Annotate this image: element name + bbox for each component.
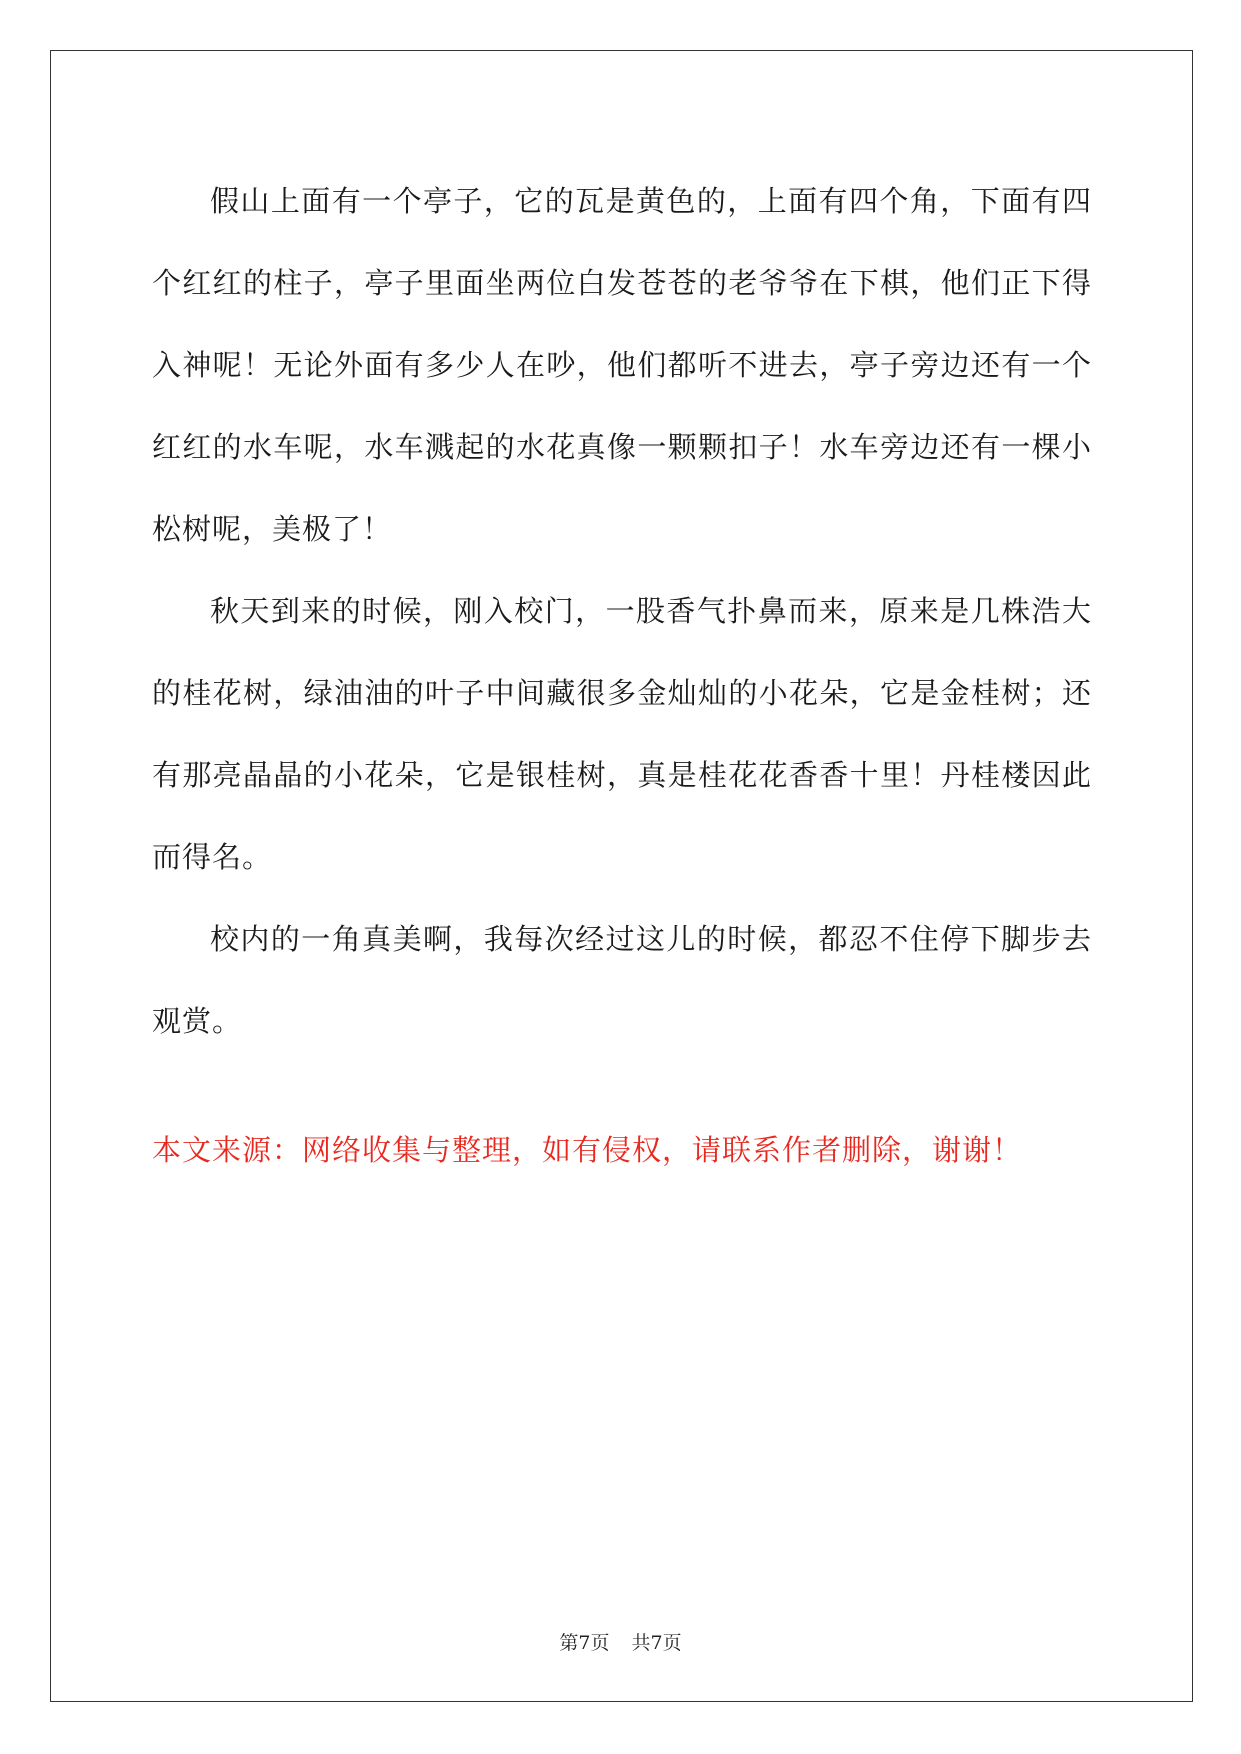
page-footer bbox=[0, 1628, 1241, 1655]
page-total: 共7页 bbox=[631, 1632, 682, 1654]
page-number: 第7页 bbox=[559, 1632, 610, 1654]
paragraph-1: 假山上面有一个亭子，它的瓦是黄色的，上面有四个角，下面有四个红红的柱子，亭子里面坐两位白发苍苍的老爷爷在下棋，他们正下得入神呢！无论外面有多少人在吵，他们都听不进去，亭子旁边还有一个红红的水车呢，水车溅起的水花真像一颗颗扣子！水车旁边还有一棵小松树呢，美极了！ bbox=[152, 184, 1092, 546]
source-note: 本文来源：网络收集与整理，如有侵权，请联系作者删除，谢谢！ bbox=[152, 1133, 1023, 1167]
paragraph-3: 校内的一角真美啊，我每次经过这儿的时候，都忍不住停下脚步去观赏。 bbox=[152, 922, 1092, 1038]
paragraph-2: 秋天到来的时候，刚入校门，一股香气扑鼻而来，原来是几株浩大的桂花树，绿油油的叶子中间藏很多金灿灿的小花朵，它是金桂树；还有那亮晶晶的小花朵，它是银桂树，真是桂花花香香十里！丹桂楼因此而得名。 bbox=[152, 594, 1092, 874]
document-body bbox=[152, 160, 1092, 1062]
